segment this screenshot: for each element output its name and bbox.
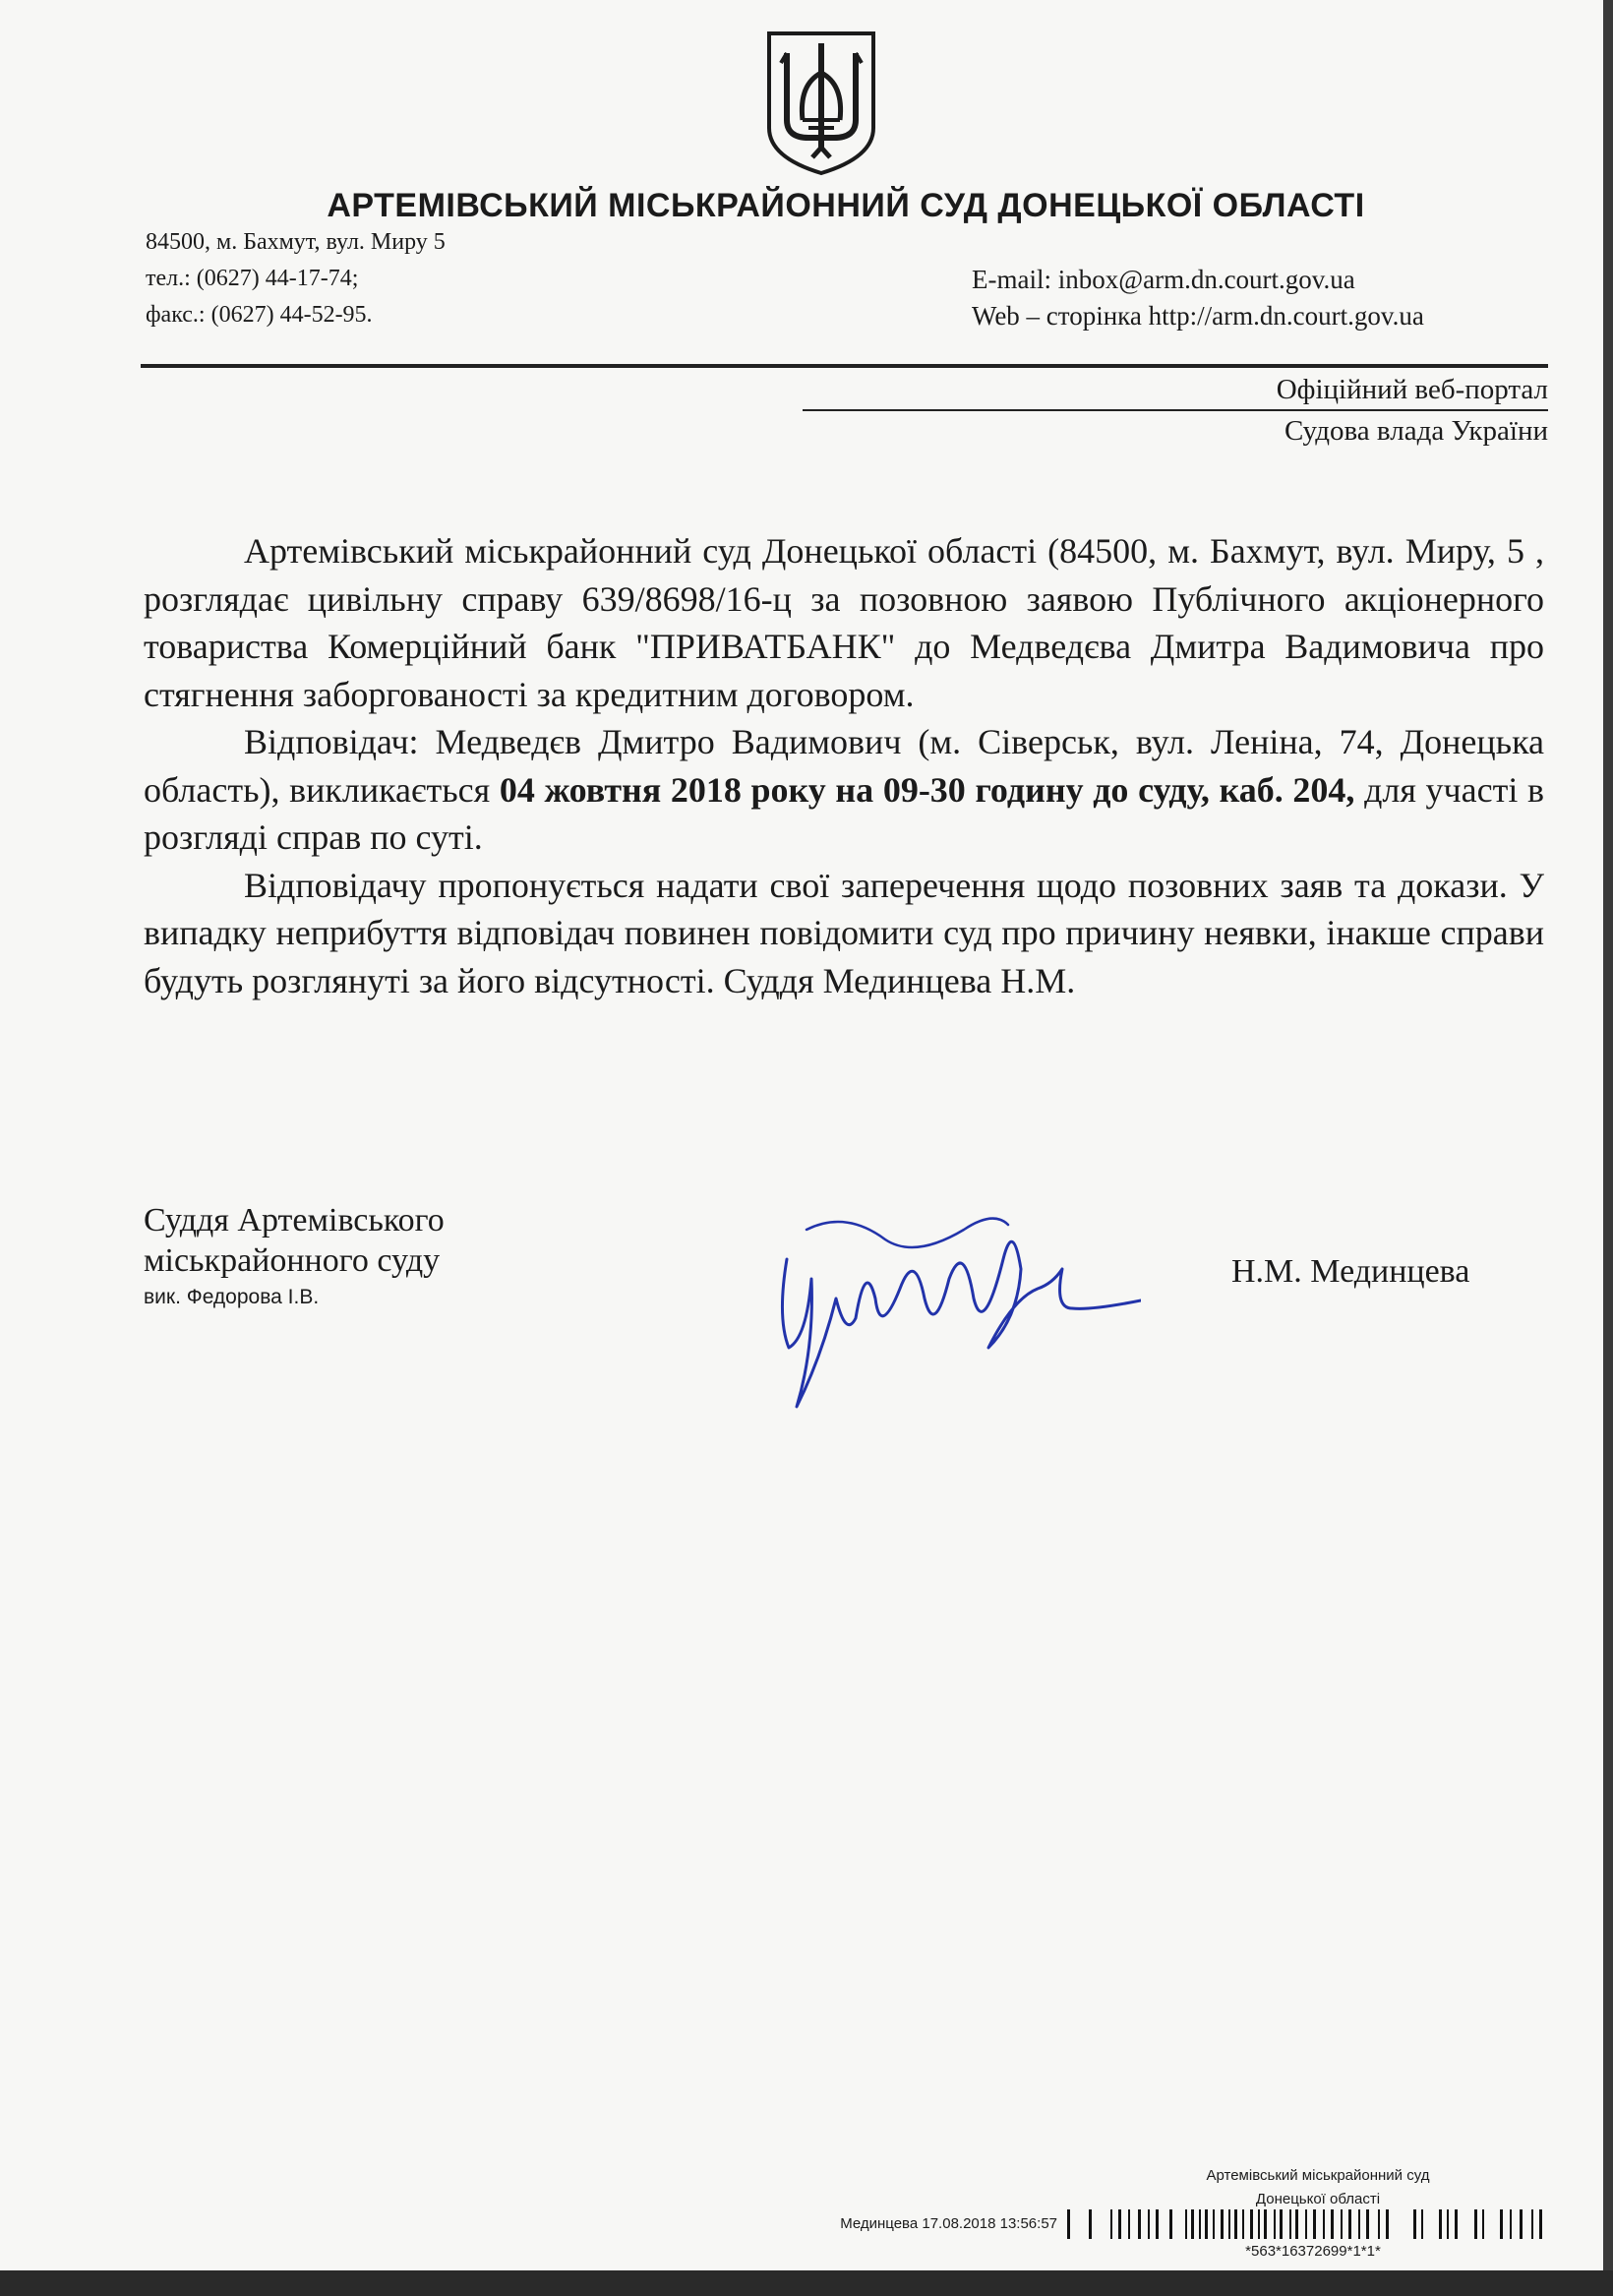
court-contacts-right bbox=[972, 262, 1424, 334]
judge-title-line1: Суддя Артемівського bbox=[144, 1202, 445, 1239]
barcode-number: *563*16372699*1*1* bbox=[1245, 2243, 1381, 2260]
barcode-icon bbox=[1067, 2207, 1544, 2241]
court-email: E-mail: inbox@arm.dn.court.gov.ua bbox=[972, 265, 1355, 294]
judge-title-line2: міськрайонного суду bbox=[144, 1242, 441, 1279]
judge-name: Н.М. Мединцева bbox=[1231, 1253, 1470, 1290]
court-contacts-left bbox=[146, 224, 446, 333]
portal-label-line2: Судова влада України bbox=[1284, 415, 1548, 447]
trident-coat-of-arms-icon bbox=[763, 30, 879, 177]
stamp-court-line2: Донецької області bbox=[1255, 2191, 1381, 2207]
stamp-court-line1: Артемівський міськрайонний суд bbox=[1206, 2167, 1430, 2184]
registration-stamp-date: Мединцева 17.08.2018 13:56:57 bbox=[840, 2215, 1057, 2232]
scan-edge-bottom bbox=[0, 2270, 1613, 2296]
court-address: 84500, м. Бахмут, вул. Миру 5 bbox=[146, 229, 446, 255]
portal-label-line1: Офіційний веб-портал bbox=[1276, 374, 1548, 405]
scan-edge-right bbox=[1603, 0, 1613, 2296]
portal-divider bbox=[803, 409, 1548, 411]
summons-text-start: Відповідач: Медведєв Дмитро Вадимович (м. Сіверськ, вул. Леніна, 74, Донецька область), викликається bbox=[144, 722, 1544, 810]
body-paragraph-summons bbox=[144, 718, 1544, 862]
executor-name: вик. Федорова І.В. bbox=[144, 1286, 320, 1308]
court-phone: тел.: (0627) 44-17-74; bbox=[146, 266, 359, 291]
body-paragraph-objections: Відповідачу пропонується надати свої заперечення щодо позовних заяв та докази. У випадку неприбуття відповідач повинен повідомити суд про причину неявки, інакше справи будуть розглянуті за його відсутності. Суддя Мединцева Н.М. bbox=[144, 865, 1544, 1000]
summons-date-time: 04 жовтня 2018 року на 09-30 годину до суду, каб. 204, bbox=[499, 769, 1355, 810]
body-paragraph-case: Артемівський міськрайонний суд Донецької області (84500, м. Бахмут, вул. Миру, 5 , розглядає цивільну справу 639/8698/16-ц за позовною заявою Публічного акціонерного товариства Комерційний банк "ПРИВАТБАНК" до Медведєва Дмитра Вадимовича про стягнення заборгованості за кредитним договором. bbox=[144, 531, 1544, 714]
court-name-heading: АРТЕМІВСЬКИЙ МІСЬКРАЙОННИЙ СУД ДОНЕЦЬКОЇ ОБЛАСТІ bbox=[327, 187, 1365, 224]
header-divider bbox=[141, 364, 1548, 368]
court-website: Web – сторінка http://arm.dn.court.gov.ua bbox=[972, 301, 1424, 331]
judge-title-block bbox=[144, 1200, 445, 1314]
letter-body bbox=[144, 527, 1544, 1004]
court-fax: факс.: (0627) 44-52-95. bbox=[146, 302, 373, 328]
summons-text-end: для участі в розгляді справ по суті. bbox=[144, 769, 1545, 857]
registration-stamp-court bbox=[1151, 2164, 1485, 2211]
handwritten-signature bbox=[767, 1200, 1141, 1417]
